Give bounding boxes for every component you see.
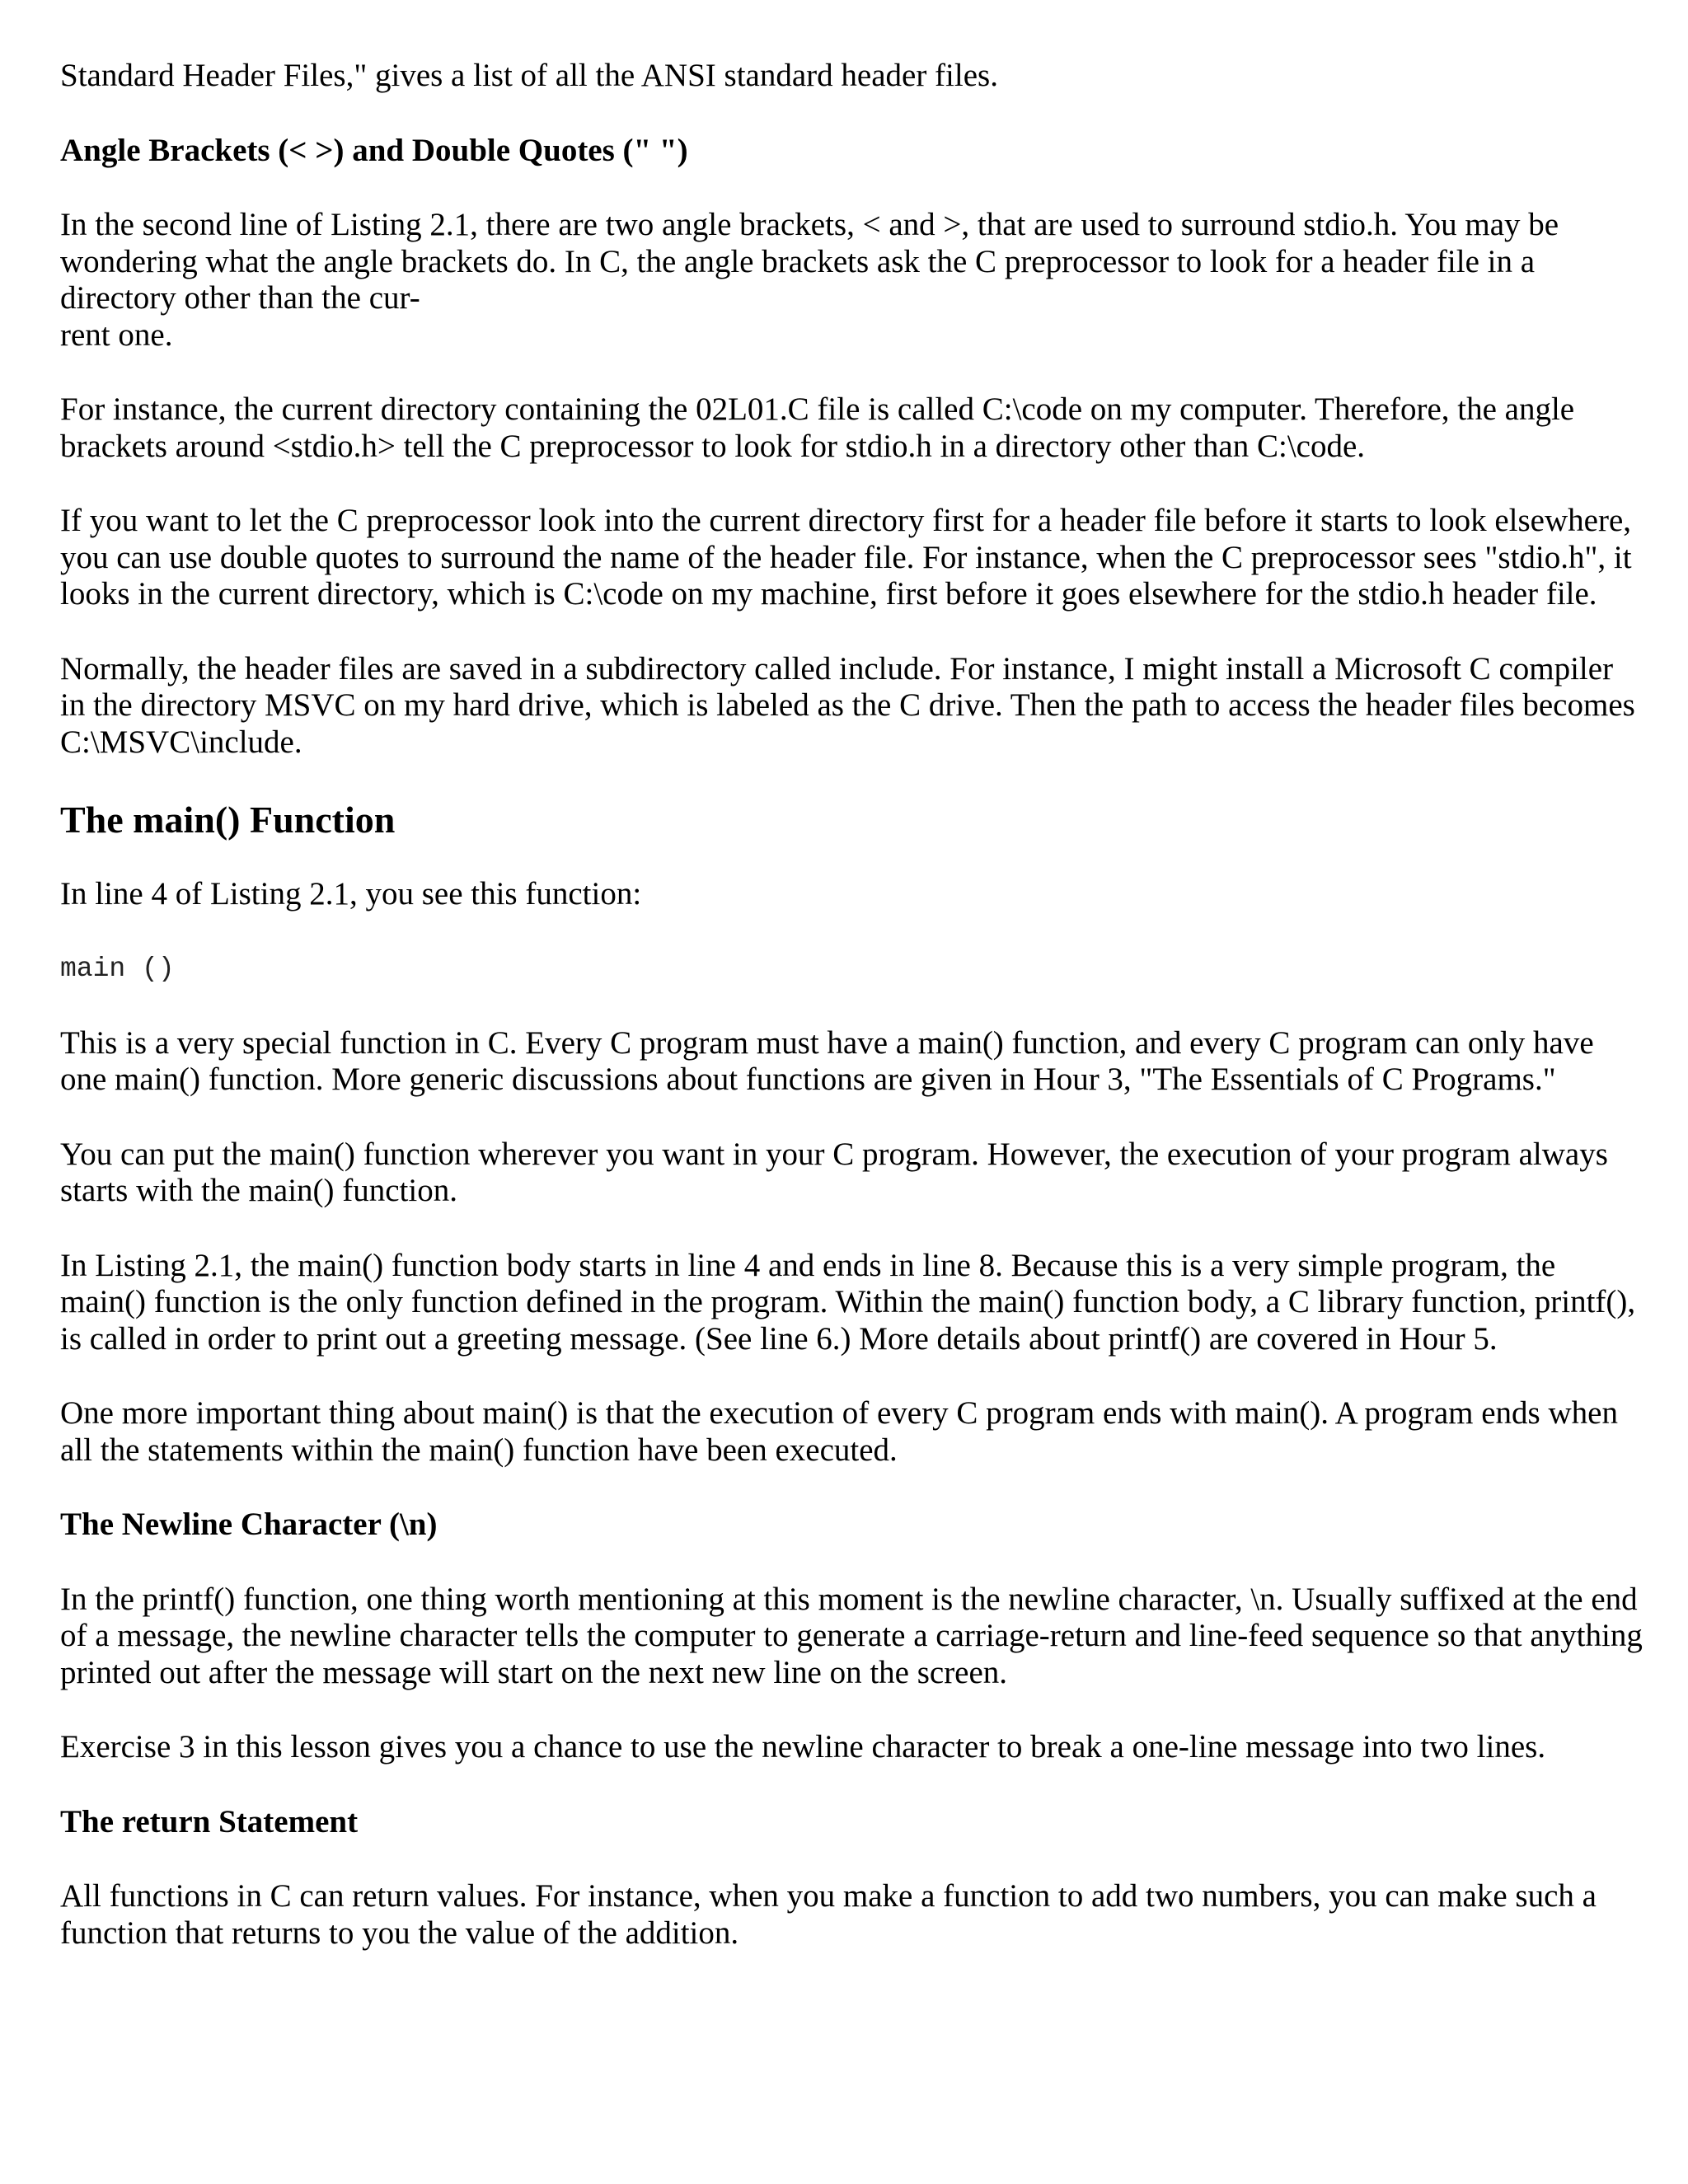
heading-return-statement: The return Statement [60,1803,359,1840]
paragraph-newline-1: In the printf() function, one thing worth mentioning at this moment is the newline character, \n. Usually suffixed at the end of a message, the newline character tells the computer to generate a carriage-return and line-feed sequence so that anything printed out after the message will start on the next new line on the screen. [60,1581,1643,1690]
paragraph-main-3: You can put the main() function wherever you want in your C program. However, the execution of your program always starts with the main() function. [60,1136,1608,1208]
heading-main-function: The main() Function [60,799,396,841]
paragraph-main-2: This is a very special function in C. Every C program must have a main() function, and every C program can only have one main() function. More generic discussions about functions are given in Hour 3, "The Essentials of C Programs." [60,1024,1594,1097]
heading-newline-character: The Newline Character (\n) [60,1507,438,1542]
paragraph-angle-3: If you want to let the C preprocessor look into the current directory first for a header file before it starts to look elsewhere, you can use double quotes to surround the name of the header file. For instance, when the C preprocessor sees "stdio.h", it looks in the current directory, which is C:\code on my machine, first before it goes elsewhere for the stdio.h header file. [60,503,1632,612]
code-main: main () [60,953,175,984]
document-page [60,58,1643,1990]
paragraph-angle-1: In the second line of Listing 2.1, there are two angle brackets, < and >, that are used to surround stdio.h. You may be wondering what the angle brackets do. In C, the angle brackets ask the C preprocessor to look for a header file in a directory other than the cur- rent one. [60,207,1559,353]
paragraph-intro: Standard Header Files," gives a list of all the ANSI standard header files. [60,58,998,93]
heading-angle-brackets: Angle Brackets (< >) and Double Quotes (" ") [60,132,688,168]
paragraph-main-1: In line 4 of Listing 2.1, you see this function: [60,876,642,912]
paragraph-main-4: In Listing 2.1, the main() function body starts in line 4 and ends in line 8. Because this is a very simple program, the main() function is the only function defined in the program. Within the main() function body, a C library function, printf(), is called in order to print out a greeting message. (See line 6.) More details about printf() are covered in Hour 5. [60,1247,1636,1357]
paragraph-main-5: One more important thing about main() is that the execution of every C program ends with main(). A program ends when all the statements within the main() function have been executed. [60,1395,1618,1468]
paragraph-angle-2: For instance, the current directory containing the 02L01.C file is called C:\code on my computer. Therefore, the angle brackets around <stdio.h> tell the C preprocessor to look for stdio.h in a directory other than C:\code. [60,391,1575,464]
paragraph-newline-2: Exercise 3 in this lesson gives you a chance to use the newline character to break a one-line message into two lines. [60,1729,1546,1765]
paragraph-angle-4: Normally, the header files are saved in a subdirectory called include. For instance, I might install a Microsoft C compiler in the directory MSVC on my hard drive, which is labeled as the C drive. Then the path to access the header files becomes C:\MSVC\include. [60,650,1635,760]
paragraph-return-1: All functions in C can return values. For instance, when you make a function to add two numbers, you can make such a function that returns to you the value of the addition. [60,1878,1597,1951]
